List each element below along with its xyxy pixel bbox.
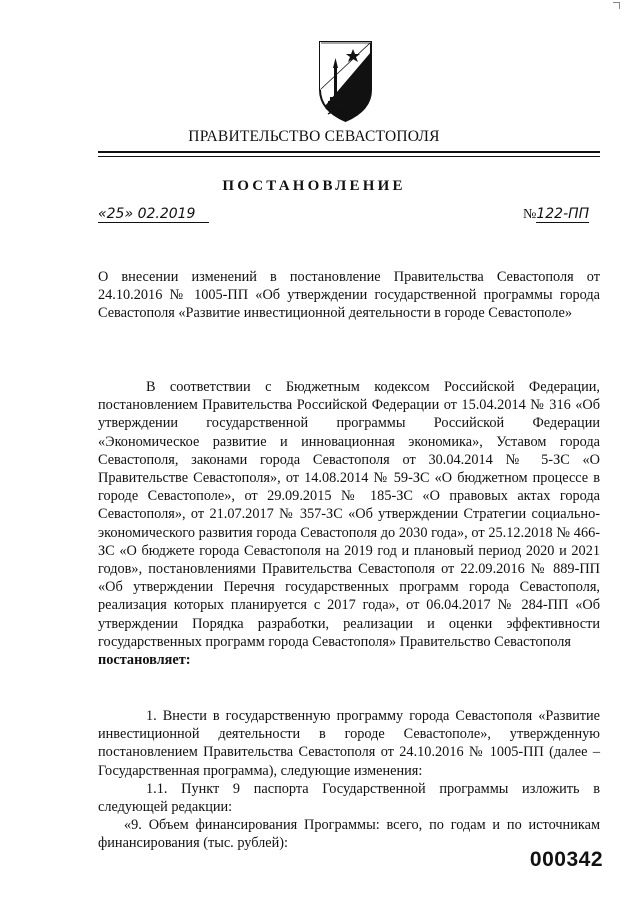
decree-number-prefix: №: [523, 207, 537, 222]
date-day: 25: [106, 206, 125, 222]
preamble-resolves: постановляет:: [98, 652, 191, 669]
decree-title-paragraph: [98, 268, 600, 323]
decree-date-handwritten: [98, 207, 209, 223]
decree-item-quote-9: «9. Объем финансирования Программы: всего, по годам и по источникам финансирования (тыс. рублей):: [98, 817, 600, 852]
document-type-heading: ПОСТАНОВЛЕНИЕ: [222, 178, 406, 194]
date-month-year: 02.2019: [137, 206, 196, 222]
preamble-text-block: [98, 378, 600, 669]
decree-title-text: О внесении изменений в постановление Правительства Севастополя от 24.10.2016 № 1005-ПП «Об утверждении государственной программы города Севастополя «Развитие инвестиционной деятельности в городе Севастополе»: [98, 269, 600, 322]
header-rule-thin: [98, 156, 600, 157]
header-rule-thick: [98, 151, 600, 153]
preamble-paragraph: [98, 378, 600, 669]
serial-number: 000342: [529, 848, 603, 871]
preamble-text: В соответствии с Бюджетным кодексом Российской Федерации, постановлением Правительства Российской Федерации от 15.04.2014 № 316 «Об утверждении государственной программы Российской Федерации «Экономическое развитие и инновационная экономика», Уставом города Севастополя, законами города Севастополя от 30.04.2014 № 5-ЗС «О Правительстве Севастополя», от 14.08.2014 № 59-ЗС «О бюджетном процессе в городе Севастополе», от 29.09.2015 № 185-ЗС «О правовых актах города Севастополя», от 21.07.2017 № 357-ЗС «Об утверждении Стратегии социально-экономического развития города Севастополя до 2030 года», от 25.12.2018 № 466-ЗС «О бюджете города Севастополя на 2019 год и плановый период 2020 и 2021 годов», постановлениями Правительства Севастополя от 22.09.2016 № 889-ПП «Об утверждении Перечня государственных программ города Севастополя, реализация которых планируется с 2017 года», от 06.04.2017 № 284-ПП «Об утверждении Порядка разработки, реализации и оценки эффективности государственных программ города Севастополя» Правительство Севастополя: [98, 379, 600, 650]
decree-number-value: 122-ПП: [536, 206, 590, 222]
date-close-quote: »: [124, 206, 134, 222]
decree-items: [98, 707, 600, 853]
decree-date: [98, 207, 209, 223]
decree-item-1-1: 1.1. Пункт 9 паспорта Государственной программы изложить в следующей редакции:: [98, 780, 600, 816]
government-title: ПРАВИТЕЛЬСТВО СЕВАСТОПОЛЯ: [188, 128, 440, 145]
decree-item-1: 1. Внести в государственную программу города Севастополя «Развитие инвестиционной деятельности в городе Севастополе», утвержденную постановлением Правительства Севастополя от 24.10.2016 № 1005-ПП (далее – Государственная программа), следующие изменения:: [98, 708, 600, 779]
decree-number: [523, 207, 589, 223]
sevastopol-coat-of-arms-icon: [318, 40, 373, 123]
date-open-quote: «: [98, 206, 107, 222]
page-corner-mark: [613, 2, 620, 9]
